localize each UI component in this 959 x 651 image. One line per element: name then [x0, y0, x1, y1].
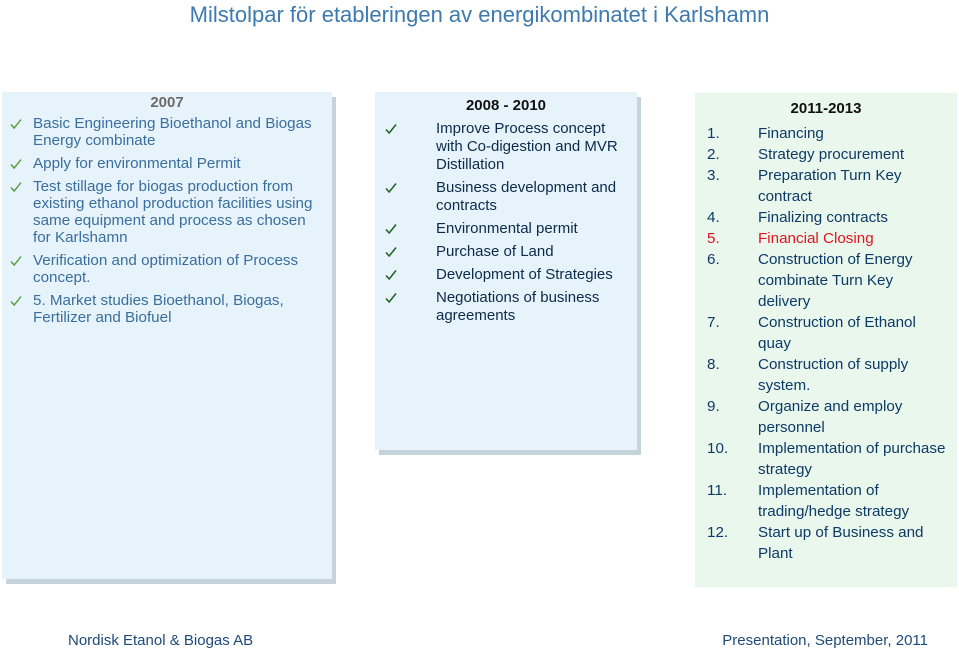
checkmark-icon: [384, 245, 398, 259]
list-item-text: Verification and optimization of Process concept.: [33, 252, 299, 286]
list-item-text: Implementation of trading/hedge strategy: [758, 482, 910, 520]
list-item-number: 1.: [707, 125, 720, 142]
list-item: [695, 144, 957, 165]
milestone-box-2011-2013: [695, 93, 957, 587]
footer-company: Nordisk Etanol & Biogas AB: [68, 632, 254, 649]
list-item-text: Organize and employ personnel: [758, 398, 903, 436]
footer-presentation-date: Presentation, September, 2011: [722, 632, 928, 649]
list-item: [695, 438, 957, 480]
list-item: [695, 207, 957, 228]
list-item-text: Preparation Turn Key contract: [758, 167, 902, 205]
list-item: [695, 480, 957, 522]
list-item-text: Business development and contracts: [436, 179, 617, 214]
list-item-number: 6.: [707, 251, 720, 268]
list-item-text: Test stillage for biogas production from existing ethanol production facilities using same equipment and process as chosen for Karlshamn: [33, 178, 313, 246]
list-item: [2, 155, 332, 172]
box-heading-2008-2010: 2008 - 2010: [465, 97, 547, 114]
checkmark-icon: [9, 157, 23, 171]
list-item-text: Implementation of purchase strategy: [758, 440, 946, 478]
list-item-number: 3.: [707, 167, 720, 184]
list-item: [375, 220, 637, 238]
list-item-text: Negotiations of business agreements: [436, 289, 600, 324]
list-item-number: 12.: [707, 524, 729, 541]
list-item-text: Start up of Business and Plant: [758, 524, 924, 562]
list-item-number: 4.: [707, 209, 720, 226]
slide-title: Milstolpar för etableringen av energikombinatet i Karlshamn: [189, 2, 770, 27]
checkmark-icon: [384, 181, 398, 195]
list-item: [695, 165, 957, 207]
list-item: [695, 123, 957, 144]
list-item-text: Environmental permit: [436, 220, 578, 237]
list-item: [375, 243, 637, 261]
list-item: [375, 289, 637, 325]
numbered-list-2011-2013: [695, 123, 957, 564]
checkmark-icon: [9, 180, 23, 194]
checkmark-icon: [384, 222, 398, 236]
list-item-text: 5. Market studies Bioethanol, Biogas, Fertilizer and Biofuel: [33, 292, 284, 326]
milestone-box-2008-2010: [375, 92, 637, 450]
checkmark-icon: [9, 117, 23, 131]
list-item: [375, 120, 637, 174]
checklist-2007: [2, 115, 332, 326]
list-item-text: Construction of Ethanol quay: [758, 314, 916, 352]
list-item: [695, 522, 957, 564]
list-item-highlighted: [695, 228, 957, 249]
list-item-number: 7.: [707, 314, 720, 331]
milestone-box-2007: [2, 92, 332, 579]
list-item: [2, 178, 332, 246]
list-item: [2, 292, 332, 326]
list-item: [695, 249, 957, 312]
list-item-text: Development of Strategies: [436, 266, 613, 283]
list-item-number: 10.: [707, 440, 729, 457]
list-item-text: Finalizing contracts: [758, 209, 888, 226]
checkmark-icon: [9, 254, 23, 268]
list-item-number: 8.: [707, 356, 720, 373]
checklist-2008-2010: [375, 120, 637, 325]
list-item: [2, 115, 332, 149]
list-item: [375, 266, 637, 284]
list-item-text: Financing: [758, 125, 824, 142]
list-item-text: Strategy procurement: [758, 146, 905, 163]
list-item-text: Basic Engineering Bioethanol and Biogas Energy combinate: [33, 115, 312, 149]
list-item: [375, 179, 637, 215]
list-item: [695, 396, 957, 438]
list-item-number: 9.: [707, 398, 720, 415]
list-item-text: Construction of supply system.: [758, 356, 909, 394]
box-heading-2007: 2007: [150, 94, 184, 111]
list-item: [695, 354, 957, 396]
list-item: [695, 312, 957, 354]
checkmark-icon: [384, 291, 398, 305]
list-item-text: Financial Closing: [758, 230, 874, 247]
list-item-number: 11.: [707, 482, 727, 499]
checkmark-icon: [384, 122, 398, 136]
list-item-text: Purchase of Land: [436, 243, 554, 260]
list-item-number: 2.: [707, 146, 720, 163]
list-item-text: Construction of Energy combinate Turn Key delivery: [758, 251, 913, 310]
list-item: [2, 252, 332, 286]
checkmark-icon: [384, 268, 398, 282]
box-heading-2011-2013: 2011-2013: [790, 100, 862, 117]
checkmark-icon: [9, 294, 23, 308]
list-item-text: Apply for environmental Permit: [33, 155, 241, 172]
list-item-text: Improve Process concept with Co-digestion and MVR Distillation: [436, 120, 618, 173]
list-item-number: 5.: [707, 230, 720, 247]
